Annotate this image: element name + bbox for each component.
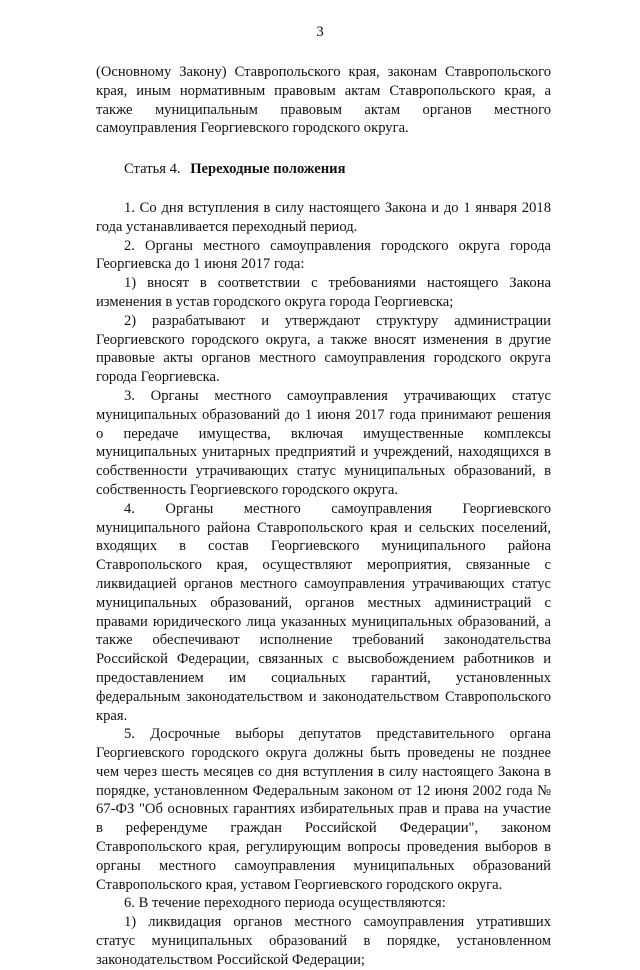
paragraph-4: 4. Органы местного самоуправления Георгиевского муниципального района Ставропольского края и сельских поселений, входящих в состав Георгиевского муниципального района Ставропольского края, осуществляют мероприятия, связанные с ликвидацией органов местного самоуправления утрачивающих статус муниципальных образований, органов местных администраций с правами юридического лица указанных муниципальных образований, а также обеспечивают исполнение требований законодательства Российской Федерации, связанных с высвобождением работников и предоставлением им социальных гарантий, установленных федеральным законодательством и законодательством Ставропольского края. bbox=[96, 500, 551, 724]
page-number: 3 bbox=[316, 24, 324, 40]
paragraph-6-item-1: 1) ликвидация органов местного самоуправления утративших статус муниципальных образований в порядке, установленном законодательством Российской Федерации; bbox=[96, 914, 551, 968]
paragraph-2-item-1: 1) вносят в соответствии с требованиями настоящего Закона изменения в устав городского округа города Георгиевска; bbox=[96, 275, 551, 310]
paragraph-6: 6. В течение переходного периода осуществляются: bbox=[124, 895, 446, 912]
paragraph-1: 1. Со дня вступления в силу настоящего Закона и до 1 января 2018 года устанавливается переходный период. bbox=[96, 199, 551, 235]
paragraph-2-item-2: 2) разрабатывают и утверждают структуру администрации Георгиевского городского округа, а также вносят изменения в другие правовые акты органов местного самоуправления городского округа города Георгиевска. bbox=[96, 312, 551, 386]
document-body bbox=[96, 63, 551, 970]
paragraph-5: 5. Досрочные выборы депутатов представительного органа Георгиевского городского округа должны быть проведены не позднее чем через шесть месяцев со дня вступления в силу настоящего Закона в порядке, установленном Федеральным законом от 12 июня 2002 года № 67-ФЗ "Об основных гарантиях избирательных прав и права на участие в референдуме граждан Российской Федерации", законом Ставропольского края, регулирующим вопросы проведения выборов в органы местного самоуправления муниципальных образований Ставропольского края, уставом Георгиевского городского округа. bbox=[96, 726, 551, 893]
paragraph-3: 3. Органы местного самоуправления утрачивающих статус муниципальных образований до 1 июня 2017 года принимают решения о передаче имущества, включая имущественные комплексы муниципальных унитарных предприятий и учреждений, находящихся в собственности утрачивающих статус муниципальных образований, в собственность Георгиевского городского округа. bbox=[96, 387, 551, 498]
paragraph-2: 2. Органы местного самоуправления городского округа города Георгиевска до 1 июня 2017 года: bbox=[96, 237, 551, 273]
article-heading bbox=[96, 160, 551, 179]
article-title: Переходные положения bbox=[190, 161, 346, 178]
intro-paragraph: (Основному Закону) Ставропольского края, законам Ставропольского края, иным нормативным правовым актам Ставропольского края, а также муниципальным правовым актам органов местного самоуправления Георгиевского городского округа. bbox=[96, 64, 551, 137]
article-label: Статья 4. bbox=[124, 161, 181, 178]
